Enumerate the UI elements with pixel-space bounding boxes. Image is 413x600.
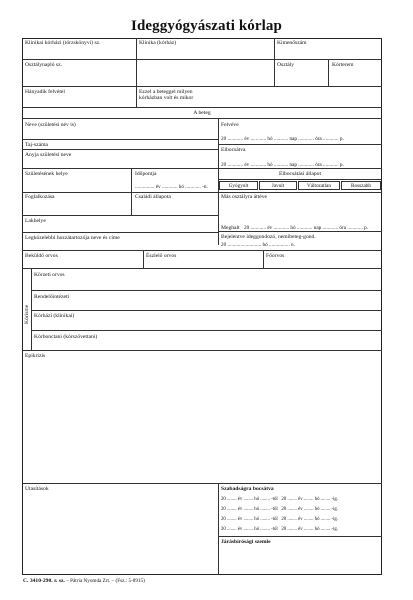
row-line — [22, 232, 218, 233]
mother-name-label: Anyja születési neve — [25, 152, 72, 158]
leave-title: Szabadságra bocsátva — [221, 486, 274, 492]
previous-stay-label: Ezzel a beteggel milyen — [139, 89, 193, 95]
leave-line-4: 20 ........ év ........ hó ........ -tól 20 ........ év ........ hó ........ -ig. — [221, 527, 338, 532]
row-line — [22, 483, 382, 484]
row-line — [22, 168, 382, 169]
transfer-label: Más osztályra áttéve — [221, 194, 267, 200]
birth-time-label: Időpontja — [135, 171, 157, 177]
row-line — [22, 215, 218, 216]
printer-info: – Pátria Nyomda Zrt. – (Fsz.: 5-8915) — [66, 578, 145, 584]
row-line — [22, 268, 382, 269]
diagnosis-hospital-label: Kórházi (klinikai) — [34, 313, 75, 319]
divider — [136, 38, 137, 107]
page-title: Ideggyógyászati kórlap — [131, 18, 282, 34]
birth-date-line: ............... év ............ hó ............ -n. — [135, 184, 208, 190]
discharge-state-label: Elbocsátási állapot — [278, 171, 322, 177]
diagnosis-gp-label: Körzeti orvos — [34, 272, 65, 278]
reported-label: Bejelentve ideggondozó, nemibeteg-gond. — [221, 234, 316, 240]
divider — [31, 268, 32, 350]
form-code: C. 3410-290. r. sz. — [23, 578, 65, 584]
row-line — [22, 350, 382, 351]
relative-label: Legközelebbi hozzátartozója neve és címe — [25, 235, 120, 241]
previous-stay-label-2: kórházban volt és mikor — [139, 95, 194, 101]
form-footer — [23, 578, 145, 584]
admission-count-label: Hányadik felvétel — [25, 89, 65, 95]
died-label: Meghalt — [221, 225, 240, 231]
divider — [274, 38, 275, 86]
clinic-label: Klinika (kórház) — [139, 40, 177, 46]
leave-line-1: 20 ........ év ........ hó ........ -tól 20 ........ év ........ hó ........ -ig. — [221, 497, 338, 502]
state-unchanged-box[interactable]: Változatlan — [298, 181, 340, 190]
divider — [143, 250, 144, 268]
address-label: Lakhelye — [25, 218, 46, 224]
row-line — [218, 179, 382, 180]
epicrisis-label: Epikrízis — [25, 353, 46, 359]
discharged-date-line: 20 ............ év ............ hó ........... nap ............ óra ............ p. — [221, 162, 344, 168]
row-line — [31, 290, 382, 291]
ward-label: Osztály — [277, 62, 295, 68]
instructions-label: Utasítások — [25, 486, 49, 492]
referring-doctor-label: Beküldő orvos — [25, 253, 58, 259]
birthplace-label: Születésének helye — [25, 171, 68, 177]
occupation-label: Foglalkozása — [25, 194, 55, 200]
row-line — [218, 231, 382, 232]
state-worse-box[interactable]: Rosszabb — [341, 181, 381, 190]
observing-doctor-label: Észlelő orvos — [146, 253, 177, 259]
diagnosis-side-label: Kórisme — [24, 304, 30, 324]
row-line — [22, 118, 382, 119]
divider — [328, 59, 329, 86]
leave-line-2: 20 ........ év ........ hó ........ -tól 20 ........ év ........ hó ........ -ig. — [221, 507, 338, 512]
row-line — [22, 250, 382, 251]
divider — [263, 250, 264, 268]
divider — [218, 483, 219, 575]
diagnosis-pathology-label: Kórbonctani (kórszövettani) — [34, 334, 98, 340]
marital-status-label: Családi állapota — [135, 194, 171, 200]
died-date-line: 20 ............ év ............ hó ............ nap ............ óra ............ p. — [244, 225, 369, 231]
row-line — [22, 107, 382, 108]
row-line — [31, 330, 382, 331]
section-patient: A beteg — [193, 110, 211, 116]
outgoing-number-label: Kimenőszám — [277, 40, 307, 46]
taj-label: Taj-száma — [25, 142, 48, 148]
state-cured-box[interactable]: Gyógyult — [219, 181, 258, 190]
admitted-label: Felvéve — [221, 122, 239, 128]
ward-log-label: Osztálynapló sz. — [25, 62, 62, 68]
admitted-date-line: 20 ............ év ............ hó ........... nap ............ óra ............ p. — [221, 136, 344, 142]
row-line — [218, 144, 382, 145]
name-label: Neve (születési név is) — [25, 122, 76, 128]
row-line — [218, 536, 382, 537]
row-line — [22, 86, 382, 87]
leave-line-3: 20 ........ év ........ hó ........ -tól 20 ........ év ........ hó ........ -ig. — [221, 517, 338, 522]
district-review-label: Járásbírósági szemle — [221, 539, 271, 545]
registry-number-label: Klinikai kórházi (törzskönyvi) sz. — [25, 40, 101, 46]
row-line — [22, 192, 382, 193]
state-improved-box[interactable]: Javult — [259, 181, 297, 190]
diagnosis-outpatient-label: Rendelőintézeti — [34, 294, 70, 300]
discharged-label: Elbocsátva — [221, 147, 246, 153]
chief-doctor-label: Főorvos — [266, 253, 285, 259]
reported-date-line: 20 .......................... hó ................ n. — [221, 242, 295, 248]
row-line — [22, 139, 218, 140]
row-line — [22, 149, 218, 150]
room-label: Kórterem — [332, 62, 354, 68]
row-line — [31, 310, 382, 311]
